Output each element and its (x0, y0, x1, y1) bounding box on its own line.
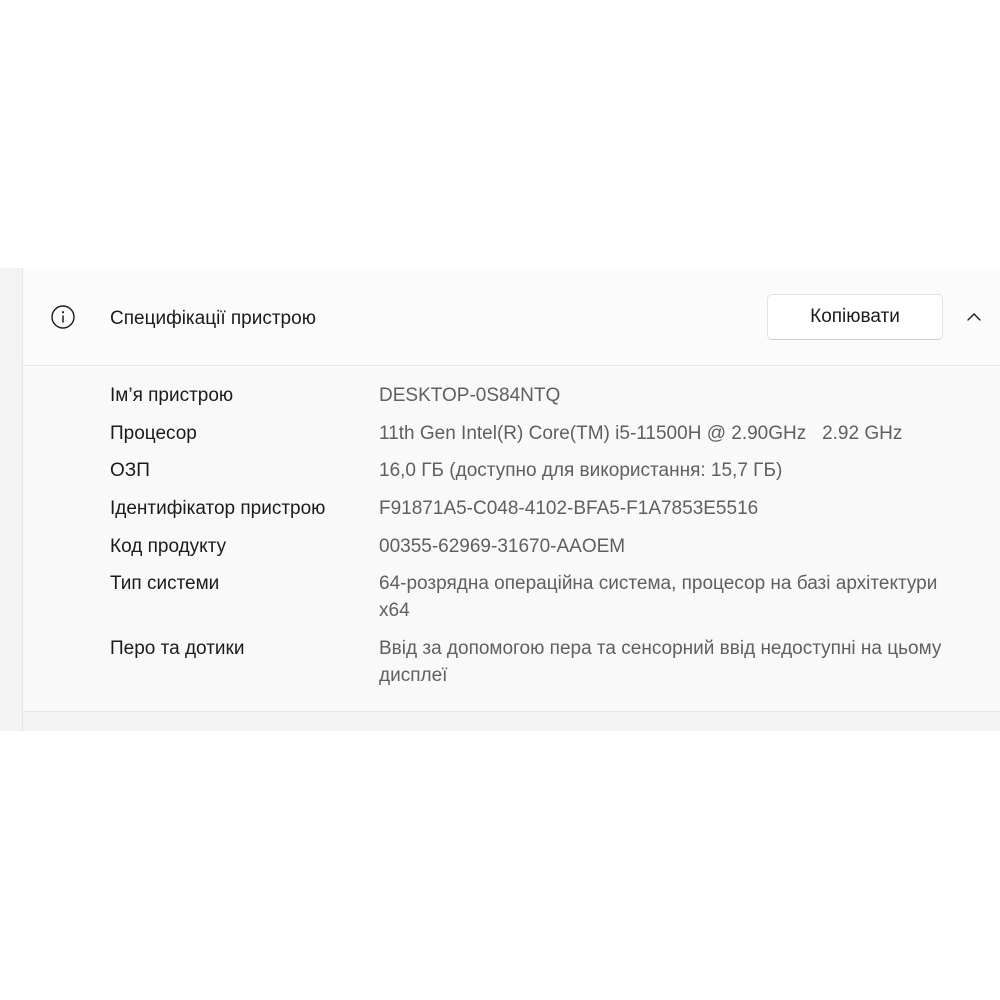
device-specs-header[interactable] (23, 268, 1000, 366)
spec-label: Ідентифікатор пристрою (110, 498, 326, 519)
spec-label: ОЗП (110, 460, 150, 481)
navigation-strip (0, 268, 23, 731)
copy-button[interactable]: Копіювати (767, 294, 943, 340)
spec-value: F91871A5-C048-4102-BFA5-F1A7853E5516 (379, 498, 759, 519)
device-specs-body (23, 366, 1000, 712)
device-specs-title: Специфікації пристрою (110, 308, 316, 329)
spec-value: 11th Gen Intel(R) Core(TM) i5-11500H @ 2.90GHz 2.92 GHz (379, 423, 903, 444)
spec-value: 16,0 ГБ (доступно для використання: 15,7 ГБ) (379, 460, 783, 481)
spec-label: Тип системи (110, 573, 220, 594)
spec-value: DESKTOP-0S84NTQ (379, 385, 561, 406)
spec-value: 00355-62969-31670-AAOEM (379, 536, 626, 557)
settings-window (0, 268, 1000, 731)
spec-value: Ввід за допомогою пера та сенсорний ввід недоступні на цьому дисплеї (379, 638, 947, 686)
spec-value: 64-розрядна операційна система, процесор на базі архітектури x64 (379, 573, 943, 621)
next-section-edge (23, 712, 1000, 731)
spec-label: Ім’я пристрою (110, 385, 234, 406)
spec-label: Перо та дотики (110, 638, 245, 659)
chevron-up-icon[interactable] (961, 304, 987, 330)
info-circle-icon (51, 305, 75, 329)
spec-label: Код продукту (110, 536, 227, 557)
spec-label: Процесор (110, 423, 197, 444)
